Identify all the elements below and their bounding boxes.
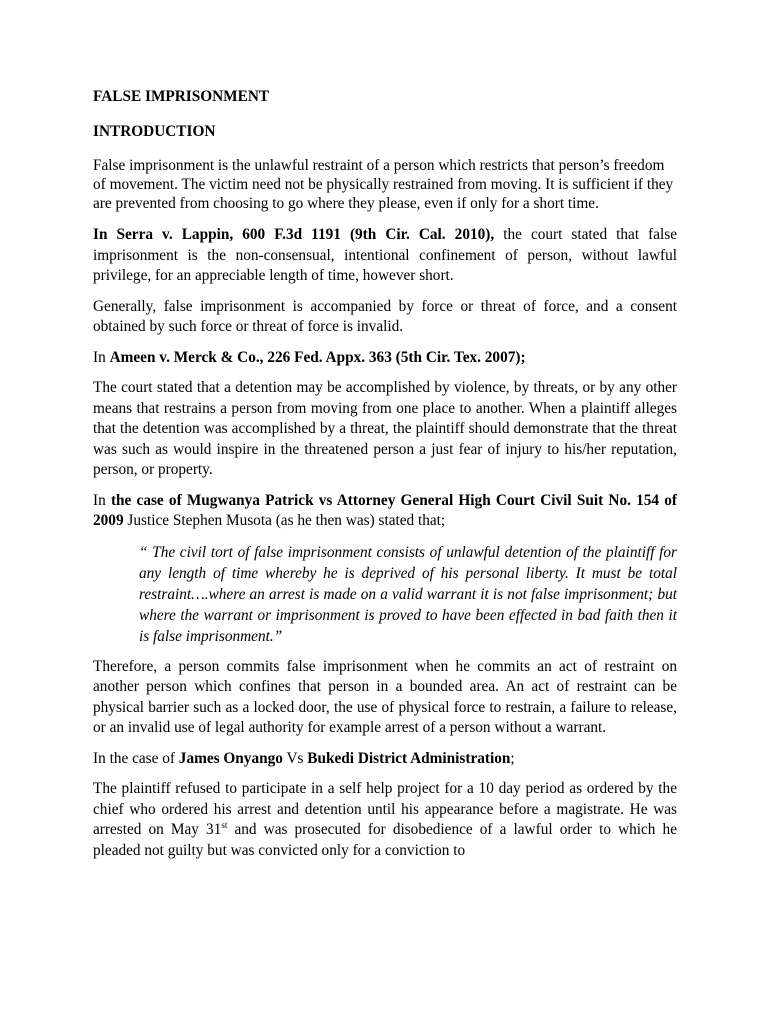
paragraph-onyango-prefix: In the case of [93,749,179,767]
paragraph-detention: The court stated that a detention may be accomplished by violence, by threats, or by any other means that restrains a person from moving from one place to another. When a plaintiff alleges that the detention was accomplished by a threat, the plaintiff should demonstrate that the threat was such as would inspire in the threatened person a just fear of injury to his/her reputation, person, or property. [93,379,677,478]
paragraph-facts [93,779,677,861]
paragraph-restraint: Therefore, a person commits false imprisonment when he commits an act of restraint on another person which confines that person in a bounded area. An act of restraint can be physical barrier such as a locked door, the use of physical force to restrain, a failure to release, or an invalid use of legal authority for example arrest of a person without a warrant. [93,657,677,736]
paragraph-mugwanya [93,491,677,532]
paragraph-serra [93,225,677,287]
case-citation-serra: In Serra v. Lappin, 600 F.3d 1191 (9th Cir. Cal. 2010), [93,226,495,243]
paragraph-ameen [93,348,677,369]
paragraph-mugwanya-suffix: Justice Stephen Musota (as he then was) stated that; [123,512,446,529]
document-page [93,86,677,871]
case-vs: Vs [282,749,308,767]
case-citation-ameen: Ameen v. Merck & Co., 226 Fed. Appx. 363 (5th Cir. Tex. 2007); [109,348,526,366]
paragraph-onyango [93,749,677,770]
paragraph-definition: False imprisonment is the unlawful restraint of a person which restricts that person’s freedom of movement. The victim need not be physically restrained from moving. It is sufficient if they are prevented from choosing to go where they please, even if only for a short time. [93,157,674,212]
case-party-bukedi: Bukedi District Administration [307,749,511,767]
case-citation-mugwanya: the case of Mugwanya Patrick vs Attorney General High Court Civil Suit No. 154 of 2009 [93,491,677,529]
document-title: FALSE IMPRISONMENT [93,88,270,105]
case-party-onyango: James Onyango [178,749,283,767]
paragraph-serra-text: the court stated that false imprisonment is the non-consensual, intentional confinement of person, without lawful privilege, for an appreciable length of time, however short. [93,226,677,284]
section-heading: INTRODUCTION [93,123,216,140]
ordinal-superscript: st [221,820,228,830]
paragraph-ameen-prefix: In [93,348,110,366]
paragraph-facts-text2: and was prosecuted for disobedience of a lawful order to which he pleaded not guilty but was convicted only for a conviction to [93,821,677,859]
block-quote: “ The civil tort of false imprisonment consists of unlawful detention of the plaintiff for any length of time whereby he is deprived of his personal liberty. It must be total restraint….where an arrest is made on a valid warrant it is not false imprisonment; but where the warrant or imprisonment is proved to have been effected in bad faith then it is false imprisonment.” [139,543,677,645]
paragraph-facts-text1: The plaintiff refused to participate in a self help project for a 10 day period as ordered by the chief who ordered his arrest and detention until his appearance before a magistrate. He was arrested on May 31 [93,780,677,838]
paragraph-mugwanya-prefix: In [93,491,111,509]
paragraph-force: Generally, false imprisonment is accompanied by force or threat of force, and a consent obtained by such force or threat of force is invalid. [93,297,677,335]
paragraph-onyango-suffix: ; [510,749,515,767]
